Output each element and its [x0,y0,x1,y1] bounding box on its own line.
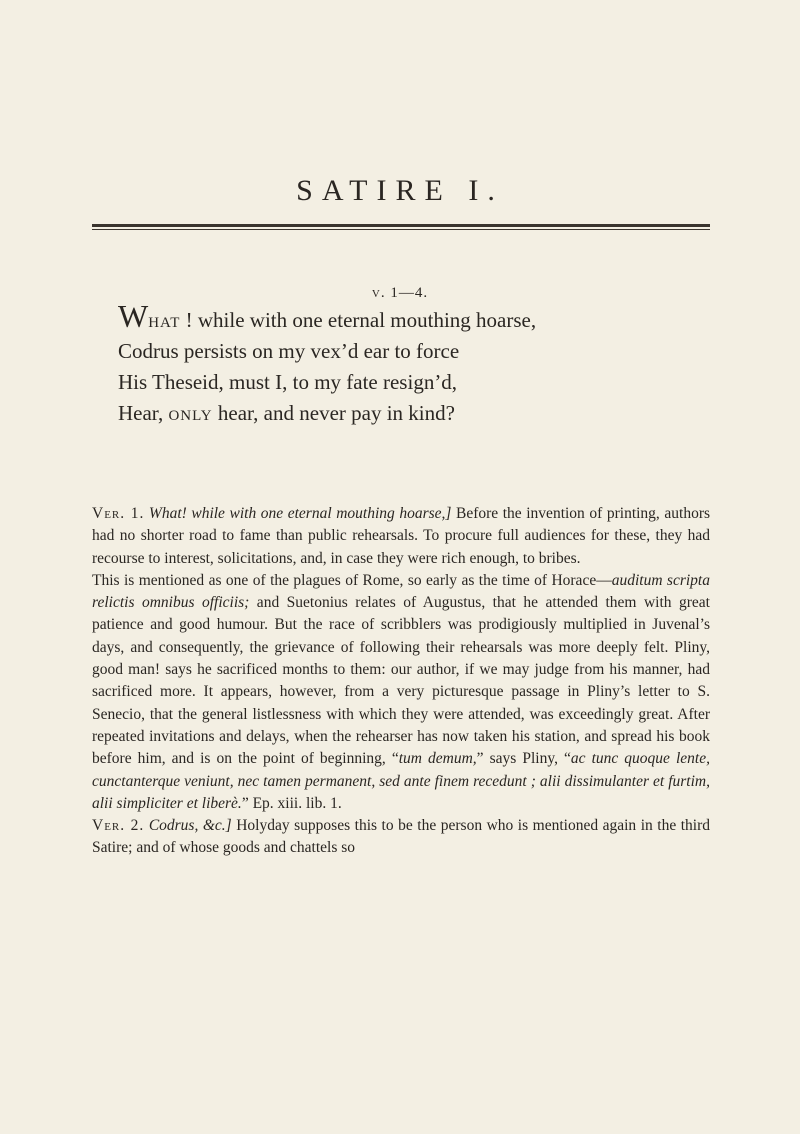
note-2 [92,815,710,860]
note-1-lemma: What! while with one eternal mouthing hoarse,] [148,505,452,522]
note-1-paragraph-2 [92,570,710,815]
verse-line-4 [118,398,738,429]
note-1-verse-number: Ver. 1. [92,505,145,522]
commentary-notes [92,503,710,860]
note-1-p2b: auditum scripta relictis omnibus officiis; [92,571,710,612]
drop-cap: W [118,298,149,334]
note-1-p2g: ” Ep. xiii. lib. 1. [241,794,342,812]
note-1-p2f: ac tunc quoque lente, cunctanterque veniunt, nec tamen permanent, sed ante finem recedunt ; alii dissimulanter et furtim, alii simpliciter et liberè. [92,750,710,812]
title-rule-thin [92,229,710,230]
verse-line-2: Codrus persists on my vex’d ear to force [118,339,460,363]
verse-line-1-text: ! while with one eternal mouthing hoarse, [180,308,537,332]
verse-line-4-only: only [168,401,213,425]
title-rule-thick [92,224,710,227]
verse-line-1 [118,298,738,336]
note-1-p2a: This is mentioned as one of the plagues of Rome, so early as the time of Horace— [92,571,612,589]
verse-line-3: His Theseid, must I, to my fate resign’d, [118,370,458,394]
verse-line-1-smallcaps: hat [148,308,181,332]
page-title: SATIRE I. [296,174,504,208]
verse-line-4-b: hear, and never pay in kind? [212,401,455,425]
note-1-p2d: tum demum, [398,750,477,768]
note-2-lemma: Codrus, &c.] [148,817,232,835]
note-2-text: Holyday supposes this to be the person who is mentioned again in the third Satire; and of whose goods and chattels so [92,817,711,857]
note-1-p2e: ” says Pliny, “ [476,750,571,768]
note-2-verse-number: Ver. 2. [92,817,145,835]
verse-reference: v. 1—4. [371,285,429,301]
verse-block [118,298,738,429]
note-1-text: Before the invention of printing, authors had no shorter road to fame than public rehearsals. To procure full audiences for these, they had recourse to interest, solicitations, and, in case they were rich enough, to bribes. [92,505,711,567]
verse-line-4-a: Hear, [118,401,169,425]
note-1-intro [92,503,710,570]
note-1-p2c: and Suetonius relates of Augustus, that he attended them with great patience and good humour. But the race of scribblers was prodigiously multiplied in Juvenal’s days, and consequently, the grievance of following their rehearsals was more deeply felt. Pliny, good man! says he sacrificed months to them: our author, if we may judge from his manner, had sacrificed more. It appears, however, from a very picturesque passage in Pliny’s letter to S. Senecio, that the general listlessness with which they were attended, was exceedingly great. After repeated invitations and delays, when the rehearser has now taken his station, and spread his book before him, and is on the point of beginning, “ [92,594,710,768]
